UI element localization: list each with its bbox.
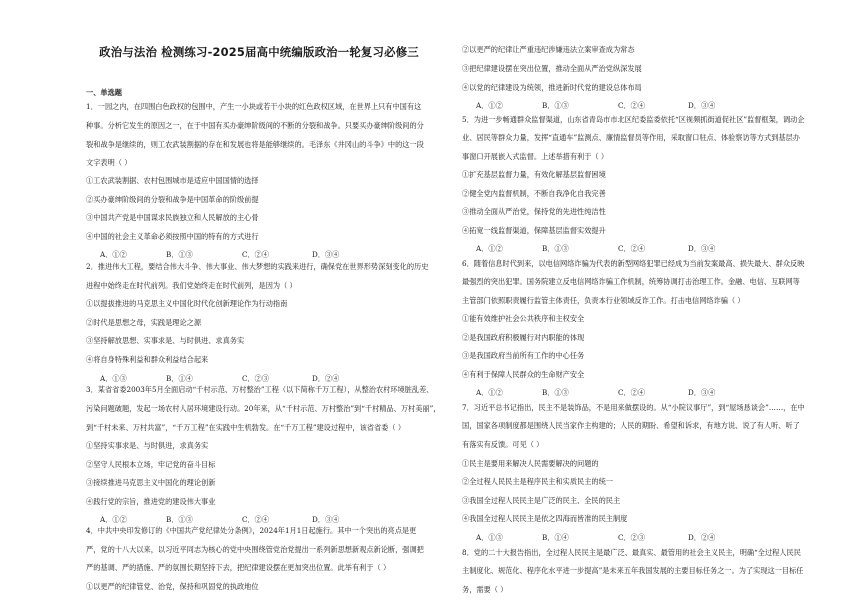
question-text-line: ③是我国政府当前所有工作的中心任务 <box>462 351 585 360</box>
answer-option[interactable]: B．①④ <box>166 374 193 383</box>
question-text-line: ②健全党内监督机制，不断自我净化自我完善 <box>462 189 606 198</box>
question-text-line: 污染问题破题，发起一场农村人居环境建设行动。20年来，从“千村示范、万村整治”到“千村精品、万村美丽”， <box>86 404 441 413</box>
question-text-line: 进程中始终走在时代前列。我们党始终走在时代前列，是因为（ ） <box>86 281 297 290</box>
section-heading: 一、单选题 <box>86 88 122 97</box>
question-text-line: ③接续推进马克思主义中国化的理论创新 <box>86 478 216 487</box>
question-text-line: ①能有效维护社会公共秩序和主权安全 <box>462 314 585 323</box>
answer-option[interactable]: D．③④ <box>688 244 716 253</box>
answer-option[interactable]: D．③④ <box>312 250 340 259</box>
question-text-line: 有落实有反馈。可见（ ） <box>462 440 544 449</box>
question-text-line: 5．为进一步畅通群众监督渠道，山东省青岛市市北区纪委监委依托“区视频抓街道促社区”监督框架，调动企 <box>462 115 805 124</box>
question-text-line: ④以党的纪律建设为统领，推进新时代党的建设总体布局 <box>462 83 642 92</box>
question-text-line: ②以更严的纪律让严重违纪涉嫌违法立案审查成为常态 <box>462 45 635 54</box>
question-text-line: ③推动全面从严治党，保持党的先进性纯洁性 <box>462 207 606 216</box>
question-text-line: 务，需要（ ） <box>462 585 508 594</box>
question-text-line: ③把纪律建设摆在突出位置，推动全面从严治党纵深发展 <box>462 64 642 73</box>
question-text-line: 裂和战争是继续的，则工农武装割据的存在和发展也将是能够继续的。毛泽东《井冈山的斗争》中的这一段 <box>86 140 424 149</box>
question-text-line: 最强烈的突出犯罪。国务院建立反电信网络诈骗工作机制，统筹协调打击治理工作。金融、电信、互联网等 <box>462 277 800 286</box>
question-text-line: 主管部门依照职责履行监管主体责任，负责本行业领域反诈工作。打击电信网络诈骗（ ） <box>462 296 745 305</box>
answer-option[interactable]: B．①④ <box>542 533 569 542</box>
answer-option[interactable]: A．①③ <box>100 374 127 383</box>
document-title: 政治与法治 检测练习-2025届高中统编版政治一轮复习必修三 <box>99 45 419 59</box>
answer-option[interactable]: D．③④ <box>312 515 340 524</box>
question-text-line: ②时代是思想之母，实践是理论之源 <box>86 318 202 327</box>
question-text-line: 种事。分析它发生的原因之一，在于中国有买办豪绅阶级间的不断的分裂和战争。只要买办豪绅阶级间的分 <box>86 121 424 130</box>
question-text-line: 严的基调、严的措施、严的氛围长期坚持下去，把纪律建设摆在更加突出位置。此举有利于（ ） <box>86 563 391 572</box>
question-text-line: ④有利于保障人民群众的生命财产安全 <box>462 370 585 379</box>
question-text-line: 6．随着信息时代到来，以电信网络诈骗为代表的新型网络犯罪已经成为当前发案最高、损失最大、群众反映 <box>462 259 805 268</box>
question-text-line: 业、居民等群众力量，发挥“直通车”监测点、廉情监督员等作用，采取窗口驻点、体验察访等方式到基层办 <box>462 133 800 142</box>
answer-option[interactable]: D．②④ <box>688 533 716 542</box>
question-text-line: 8．党的二十大报告指出，全过程人民民主是最广泛、最真实、最管用的社会主义民主，明确“全过程人民民 <box>462 548 801 557</box>
question-text-line: ①以提拔推进的马克思主义中国化时代化创新理论作为行动指南 <box>86 299 288 308</box>
question-text-line: ③我国全过程人民民主是广泛的民主、全民的民主 <box>462 496 621 505</box>
answer-option[interactable]: D．③④ <box>688 101 716 110</box>
question-text-line: 到“千村未来、万村共富”，“千万工程”在实践中生机勃发。在“千万工程”建设过程中，该省省委（ ） <box>86 423 406 432</box>
question-text-line: 1．一园之内，在四围白色政权的包围中，产生一小块或若干小块的红色政权区域，在世界上只有中国有这 <box>86 102 422 111</box>
question-text-line: ①工农武装割据、农村包围城市是适应中国国情的选择 <box>86 176 259 185</box>
question-text-line: ②是我国政府积极履行对内职能的体现 <box>462 333 585 342</box>
question-text-line: 3．某省省委2003年5月全面启动“千村示范、万村整治”工程（以下简称千万工程），从整治农村环境脏乱差、 <box>86 385 434 394</box>
question-text-line: ②坚守人民根本立场，牢记党的奋斗目标 <box>86 460 216 469</box>
question-text-line: ①以更严的纪律管党、治党，保持和巩固党的执政地位 <box>86 582 259 591</box>
question-text-line: ①坚持实事求是、与时俱进，求真务实 <box>86 441 209 450</box>
answer-option[interactable]: C．②④ <box>618 101 646 110</box>
question-text-line: 文字表明（ ） <box>86 158 132 167</box>
question-text-line: ②全过程人民民主是程序民主和实质民主的统一 <box>462 477 613 486</box>
answer-option[interactable]: B．①③ <box>166 515 193 524</box>
question-text-line: ①扩充基层监督力量，有效化解基层监督困境 <box>462 170 606 179</box>
question-text-line: ②买办豪绅阶级间的分裂和战争是中国革命的阶级前提 <box>86 195 259 204</box>
question-text-line: ④我国全过程人民民主是依之四海而皆准的民主制度 <box>462 514 628 523</box>
answer-option[interactable]: A．①② <box>100 515 127 524</box>
question-text-line: 7．习近平总书记指出，民主不是装饰品，不是用来做摆设的。从“小院议事厅”，到“屋场恳谈会”……，在中 <box>462 403 805 412</box>
question-text-line: ④拓宽一线监督渠道，保障基层监督实效提升 <box>462 226 606 235</box>
answer-option[interactable]: A．①② <box>100 250 127 259</box>
question-text-line: 2．推进伟大工程，要结合伟大斗争、伟大事业、伟大梦想的实践来进行，确保党在世界形势深刻变化的历史 <box>86 262 429 271</box>
question-text-line: 4．中共中央印发修订的《中国共产党纪律处分条例》，2024年1月1日起施行。其中一个突出的亮点是更 <box>86 526 417 535</box>
answer-option[interactable]: D．②④ <box>312 374 340 383</box>
answer-option[interactable]: C．②④ <box>618 388 646 397</box>
question-text-line: ④践行党的宗旨，推进党的建设伟大事业 <box>86 497 216 506</box>
question-text-line: ③坚持解放思想、实事求是、与时俱进、求真务实 <box>86 336 245 345</box>
answer-option[interactable]: A．①② <box>476 101 503 110</box>
answer-option[interactable]: B．①③ <box>542 101 569 110</box>
question-text-line: ④将自身特殊利益和群众利益结合起来 <box>86 355 209 364</box>
answer-option[interactable]: C．②④ <box>618 244 646 253</box>
answer-option[interactable]: A．①② <box>476 244 503 253</box>
question-text-line: ④中国的社会主义革命必须按照中国的特有的方式进行 <box>86 232 259 241</box>
answer-option[interactable]: C．②③ <box>242 374 270 383</box>
question-text-line: 严，党的十八大以来，以习近平同志为核心的党中央围绕管党治党提出一系列新思想新观点新论断，强调把 <box>86 545 424 554</box>
answer-option[interactable]: B．①③ <box>542 388 569 397</box>
answer-option[interactable]: B．①③ <box>166 250 193 259</box>
answer-option[interactable]: D．③④ <box>688 388 716 397</box>
question-text-line: ①民主是要用来解决人民需要解决的问题的 <box>462 459 599 468</box>
answer-option[interactable]: A．①② <box>476 388 503 397</box>
question-text-line: 主制度化、规范化、程序化水平进一步提高”是未来五年我国发展的主要目标任务之一。为了实现这一目标任 <box>462 566 804 575</box>
answer-option[interactable]: C．②④ <box>242 250 270 259</box>
answer-option[interactable]: B．①③ <box>542 244 569 253</box>
question-text-line: 国，国家各项制度都是围绕人民当家作主构建的；人民的期盼、希望和诉求，有地方说、说了有人听、听了 <box>462 421 800 430</box>
answer-option[interactable]: A．①③ <box>476 533 503 542</box>
answer-option[interactable]: C．②③ <box>618 533 646 542</box>
question-text-line: 事窗口开展嵌入式监督。上述举措有利于（ ） <box>462 152 609 161</box>
question-text-line: ③中国共产党是中国谋求民族独立和人民解放的主心骨 <box>86 213 259 222</box>
answer-option[interactable]: C．②④ <box>242 515 270 524</box>
